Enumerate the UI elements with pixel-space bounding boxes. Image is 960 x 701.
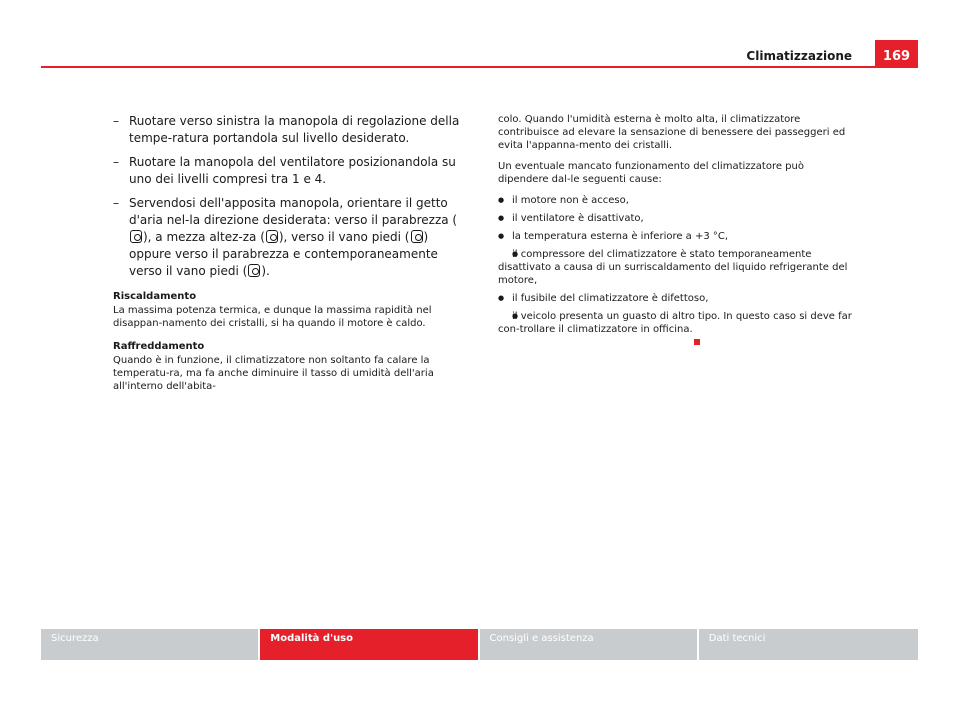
cooling-heading: Raffreddamento bbox=[113, 341, 205, 352]
cause-item: ● il fusibile del climatizzatore è difettoso, bbox=[498, 292, 856, 305]
heating-heading: Riscaldamento bbox=[113, 291, 197, 302]
step-item: – Ruotare verso sinistra la manopola di regolazione della tempe-ratura portandola sul livello desiderato. bbox=[113, 113, 465, 147]
cooling-text: Quando è in funzione, il climatizzatore non soltanto fa calare la temperatu-ra, ma fa anche diminuire il tasso di umidità dell'aria all'interno dell'abita- bbox=[113, 355, 434, 392]
causes-intro: Un eventuale mancato funzionamento del climatizzatore può dipendere dal-le seguenti cause: bbox=[498, 161, 804, 185]
header-rule bbox=[41, 66, 918, 68]
step-item: – Servendosi dell'apposita manopola, orientare il getto d'aria nel-la direzione desiderata: verso il parabrezza (), a mezza altez-za ( ), verso il vano piedi ( ) oppure verso il parabrezza e contemporaneamente verso il vano piedi ( ). Riscaldamento La massima potenza termica, e dunque la massima rapidità nel disappan-namento dei cristalli, si ha quando il motore è caldo. Raffreddamento Quando è in funzione, il climatizzatore non soltanto fa calare la temperatu-ra, ma fa anche diminuire il tasso di umidità dell'aria all'interno dell'abita- bbox=[113, 195, 465, 393]
tab-sicurezza[interactable]: Sicurezza bbox=[41, 629, 260, 660]
windshield-footwell-vent-icon bbox=[248, 264, 260, 277]
section-end-marker bbox=[694, 339, 700, 345]
right-column bbox=[498, 113, 856, 354]
heating-text: La massima potenza termica, e dunque la massima rapidità nel disappan-namento dei cristalli, si ha quando il motore è caldo. bbox=[113, 305, 432, 329]
cause-item: ● il ventilatore è disattivato, bbox=[498, 212, 856, 225]
cause-item: ● il motore non è acceso, bbox=[498, 194, 856, 207]
tab-dati-tecnici[interactable]: Dati tecnici bbox=[699, 629, 918, 660]
footwell-vent-icon bbox=[411, 230, 423, 243]
windshield-vent-icon bbox=[130, 230, 142, 243]
tab-consigli-e-assistenza[interactable]: Consigli e assistenza bbox=[480, 629, 699, 660]
cause-item: ● il compressore del climatizzatore è stato temporaneamente disattivato a causa di un surriscaldamento del liquido refrigerante del motore, bbox=[498, 248, 856, 287]
cause-item: ● il veicolo presenta un guasto di altro tipo. In questo caso si deve far con-trollare il climatizzatore in officina. bbox=[498, 310, 856, 349]
continuation-text: colo. Quando l'umidità esterna è molto alta, il climatizzatore contribuisce ad elevare la sensazione di benessere dei passeggeri ed evita l'appanna-mento dei cristalli. bbox=[498, 114, 846, 151]
left-column bbox=[113, 113, 465, 400]
tab-modalita-duso[interactable]: Modalità d'uso bbox=[260, 629, 479, 660]
step-item: – Ruotare la manopola del ventilatore posizionandola su uno dei livelli compresi tra 1 e 4. bbox=[113, 154, 465, 188]
face-vent-icon bbox=[266, 230, 278, 243]
page-title: Climatizzazione bbox=[746, 49, 852, 63]
page-number-badge: 169 bbox=[875, 40, 918, 68]
cause-item: ● la temperatura esterna è inferiore a +3 °C, bbox=[498, 230, 856, 243]
footer-nav bbox=[41, 629, 918, 660]
